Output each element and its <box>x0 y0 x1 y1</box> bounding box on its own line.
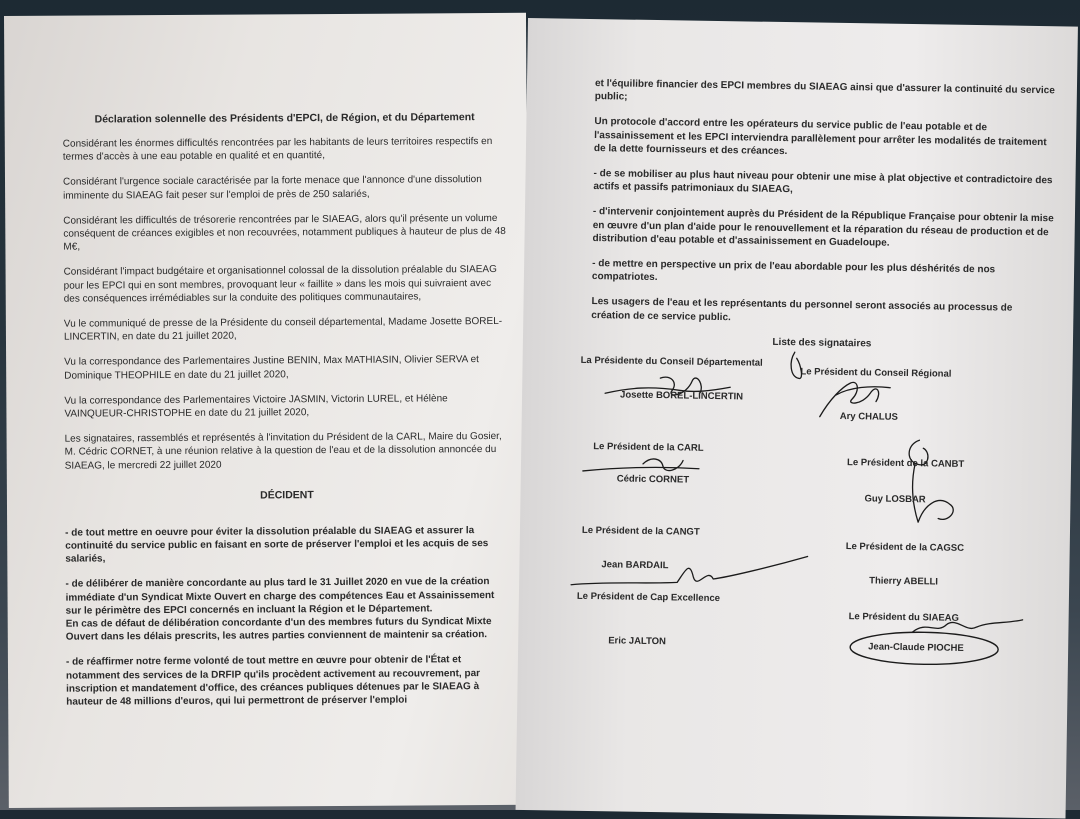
signataires-paragraph: Les signataires, rassemblés et représentés à l'invitation du Président de la CARL, Maire du Gosier, M. Cédric CORNET, à une réunion relative à la question de l'eau et de la dissolution annoncée du SIAEAG, le mercredi 22 juillet 2020 <box>64 431 502 472</box>
signatory-name-chalus: Ary CHALUS <box>839 410 898 423</box>
left-page <box>4 13 531 808</box>
vu-1: Vu le communiqué de presse de la Présidente du conseil départemental, Madame Josette BOREL-LINCERTIN, en date du 21 juillet 2020, <box>63 315 503 343</box>
considerant-3: Considérant les difficultés de trésorerie rencontrées par le SIAEAG, alors qu'il présente un volume conséquent de créances exigibles et non recouvrées, notamment publiques à hauteur de plus de 48 M€, <box>63 212 506 253</box>
usagers-paragraph: Les usagers de l'eau et les représentants du personnel seront associés au processus de création de ce service public. <box>591 296 1013 323</box>
signatory-role-departement: La Présidente du Conseil Départemental <box>580 354 763 369</box>
signatory-name-abelli: Thierry ABELLI <box>869 575 939 588</box>
decision-1: - de tout mettre en oeuvre pour éviter la dissolution préalable du SIAEAG et assurer la continuité du service public en faisant en sorte de préserver l'emploi et les acquis de ses salariés, <box>65 524 489 565</box>
signatory-name-losbar: Guy LOSBAR <box>864 493 926 506</box>
decision-2: - de délibérer de manière concordante au plus tard le 31 Juillet 2020 en vue de la création immédiate d'un Syndicat Mixte Ouvert en charge des compétences Eau et Assainissement sur le périmètre des EPCI concernés en incluant la Région et le Département. <box>65 576 495 617</box>
decision-3: - de réaffirmer notre ferme volonté de tout mettre en œuvre pour obtenir de l'État et notamment des services de la DRFIP qu'ils procèdent activement au recouvrement, par inscription et mandatement d'office, des créances publiques détenues par le SIAEAG à hauteur de 48 millions d'euros, qui lui permettront de préserver l'emploi <box>65 654 481 708</box>
decident-heading: DÉCIDENT <box>260 488 314 502</box>
continuation-paragraph: et l'équilibre financier des EPCI membres du SIAEAG ainsi que d'assurer la continuité du service public; <box>594 78 1055 103</box>
signatory-name-cornet: Cédric CORNET <box>616 473 690 486</box>
decision-2-continued: En cas de défaut de délibération concordante d'un des membres futurs du Syndicat Mixte Ouvert dans les délais prescrits, les autres parties conviennent de maintenir sa création. <box>65 616 492 643</box>
protocol-paragraph: Un protocole d'accord entre les opérateurs du service public de l'eau potable et de l'assainissement et les EPCI interviendra parallèlement pour arrêter les modalités de traitement de la dette fournisseurs et des créances. <box>593 116 1047 157</box>
signatory-role-canbt: Le Président de la CANBT <box>846 456 965 470</box>
considerant-2: Considérant l'urgence sociale caractérisée par la forte menace que l'annonce d'une dissolution imminente du SIAEAG fait peser sur l'emploi de près de 250 salariés, <box>62 174 482 202</box>
signatory-name-borel-lincertin: Josette BOREL-LINCERTIN <box>620 389 744 403</box>
signatory-role-cagsc: Le Président de la CAGSC <box>845 540 965 554</box>
signatures-title: Liste des signataires <box>772 336 872 350</box>
signatory-role-carl: Le Président de la CARL <box>593 440 704 454</box>
signatory-name-bardail: Jean BARDAIL <box>601 559 669 572</box>
vu-2: Vu la correspondance des Parlementaires Justine BENIN, Max MATHIASIN, Olivier SERVA et Dominique THEOPHILE en date du 21 juillet 2020, <box>64 354 479 382</box>
right-page <box>516 18 1078 819</box>
signatory-name-jalton: Eric JALTON <box>608 635 667 648</box>
decision-mobiliser: - de se mobiliser au plus haut niveau pour obtenir une mise à plat objective et contradictoire des actifs et passifs patrimoniaux du SIAEAG, <box>593 168 1053 196</box>
signatory-role-cap-excellence: Le Président de Cap Excellence <box>576 590 721 604</box>
decision-intervenir: - d'intervenir conjointement auprès du Président de la République Française pour obtenir la mise en œuvre d'un plan d'aide pour le renouvellement et la réparation du réseau de production et de distribution d'eau potable et d'assainissement en Guadeloupe. <box>592 206 1054 249</box>
declaration-title: Déclaration solennelle des Présidents d'EPCI, de Région, et du Département <box>94 111 475 126</box>
signatory-role-region: Le Président du Conseil Régional <box>800 366 952 380</box>
signatures-block <box>576 345 1053 712</box>
considerant-1: Considérant les énormes difficultés rencontrées par les habitants de leurs territoires respectifs en termes d'accès à une eau potable en qualité et en quantité, <box>62 136 493 163</box>
signatory-name-pioche: Jean-Claude PIOCHE <box>868 641 964 654</box>
decision-prix: - de mettre en perspective un prix de l'eau abordable pour les plus déshérités de nos compatriotes. <box>591 258 996 284</box>
signature-losbar <box>888 434 979 531</box>
signatory-role-cangt: Le Président de la CANGT <box>581 524 700 538</box>
signatory-role-siaeag: Le Président du SIAEAG <box>848 610 960 624</box>
vu-3: Vu la correspondance des Parlementaires Victoire JASMIN, Victorin LUREL, et Hélène VAINQUEUR-CHRISTOPHE en date du 21 juillet 2020, <box>64 393 448 420</box>
considerant-4: Considérant l'impact budgétaire et organisationnel colossal de la dissolution préalable du SIAEAG pour les EPCI qui en sont membres, provoquant leur « faillite » dans les mois qui suivraient avec des conséquences irrémédiables sur la conduite des politiques communautaires, <box>63 264 497 305</box>
